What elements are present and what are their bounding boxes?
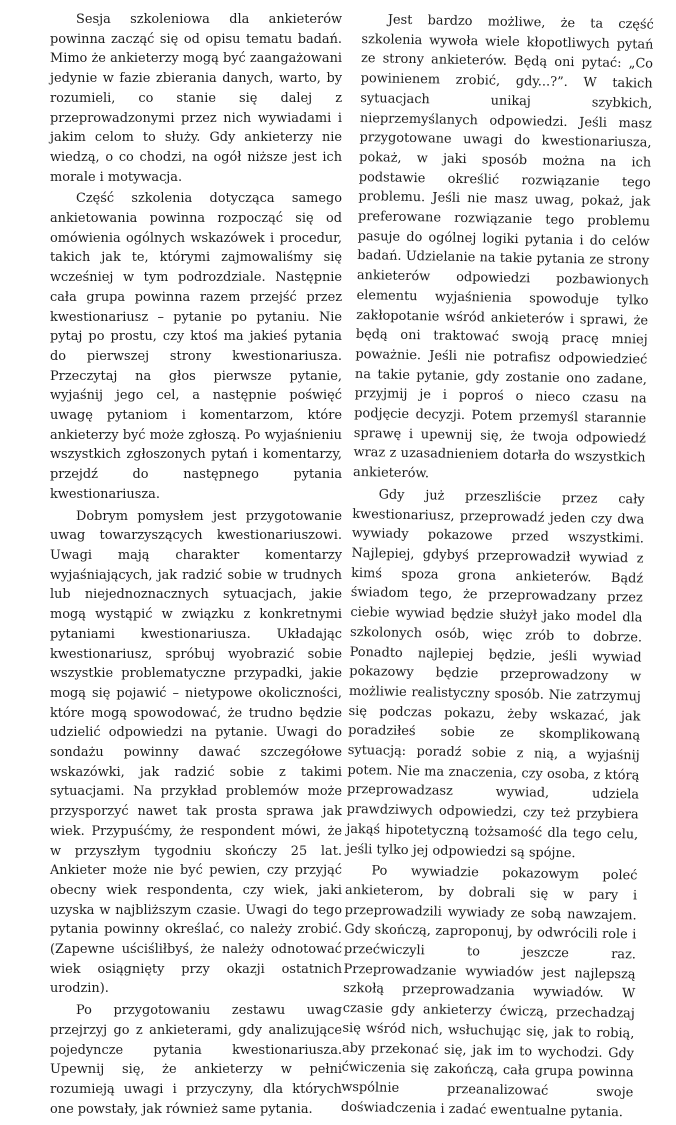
- paragraph: Po wywiadzie pokazowym poleć ankieterom, by dobrali się w pary i przeprowadzili wywiady ze sobą nawzajem. Gdy skończą, zaproponuj, by odwrócili role i przećwiczyli to jeszcze raz. Przeprowadzanie wywiadów jest najlepszą szkołą przeprowadzania wywiadów. W czasie gdy ankieterzy ćwiczą, przechadzaj się wśród nich, wsłuchując się, jak to robią, aby przekonać się, jak im to wychodzi. Gdy ćwiczenia się zakończą, cała grupa powinna wspólnie przeanalizować swoje doświadczenia i zadać ewentualne pytania.: [340, 863, 638, 1120]
- left-text-column: [50, 10, 342, 1121]
- paragraph: Część szkolenia dotycząca samego ankietowania powinna rozpocząć się od omówienia ogólnych wskazówek i procedur, takich jak te, którymi zajmowaliśmy się wcześniej w tym podrozdziale. Następnie cała grupa powinna razem przejść przez kwestionariusz – pytanie po pytaniu. Nie pytaj po prostu, czy ktoś ma jakieś pytania do pierwszej strony kwestionariusza. Przeczytaj na głos pierwsze pytanie, wyjaśnij jego cel, a następnie poświęć uwagę pytaniom i komentarzom, które ankieterzy być może zgłoszą. Po wyjaśnieniu wszystkich zgłoszonych pytań i komentarzy, przejdź do następnego pytania kwestionariusza.: [50, 191, 342, 502]
- paragraph: Jest bardzo możliwe, że ta część szkolenia wywoła wiele kłopotliwych pytań ze strony ankieterów. Będą oni pytać: „Co powinienem zrobić, gdy...?”. W takich sytuacjach unikaj szybkich, nieprzemyślanych odpowiedzi. Jeśli masz przygotowane uwagi do kwestionariusza, pokaż, w jaki sposób można na ich podstawie określić rozwiązanie tego problemu. Jeśli nie masz uwag, pokaż, jak preferowane rozwiązanie tego problemu pasuje do ogólnej logiki pytania i do celów badań. Udzielanie na takie pytania ze strony ankieterów odpowiedzi pozbawionych elementu wyjaśnienia spowoduje tylko zakłopotanie wśród ankieterów i sprawi, że będą oni traktować swoją pracę mniej poważnie. Jeśli nie potrafisz odpowiedzieć na takie pytanie, gdy zostanie ono zadane, przyjmij je i poproś o nieco czasu na podjęcie decyzji. Potem przemyśl starannie sprawę i upewnij się, że twoja odpowiedź wraz z uzasadnieniem dotarła do wszystkich ankieterów.: [352, 12, 654, 482]
- paragraph: Sesja szkoleniowa dla ankieterów powinna zacząć się od opisu tematu badań. Mimo że ankieterzy mogą być zaangażowani jedynie w fazie zbierania danych, warto, by rozumieli, co stanie się dalej z przeprowadzonymi przez nich wywiadami i jakim celom to służy. Gdy ankieterzy nie wiedzą, o co chodzi, na ogół niższe jest ich morale i motywacja.: [50, 12, 342, 185]
- paragraph: Gdy już przeszliście przez cały kwestionariusz, przeprowadź jeden czy dwa wywiady pokazowe przed wszystkimi. Najlepiej, gdybyś przeprowadził wywiad z kimś spoza grona ankieterów. Bądź świadom tego, że przeprowadzany przez ciebie wywiad będzie służył jako model dla szkolonych osób, więc zrób to dobrze. Ponadto najlepiej będzie, jeśli wywiad pokazowy będzie przeprowadzony w możliwie realistyczny sposób. Nie zatrzymuj się podczas pokazu, żeby wskazać, jak poradziłeś sobie ze skomplikowaną sytuacją: poradź sobie z nią, a wyjaśnij potem. Nie ma znaczenia, czy osoba, z którą przeprowadzasz wywiad, udziela prawdziwych odpowiedzi, czy też przybiera jakąś hipotetyczną tożsamość dla tego celu, jeśli tylko jej odpowiedzi są spójne.: [345, 487, 645, 861]
- paragraph: Dobrym pomysłem jest przygotowanie uwag towarzyszących kwestionariuszowi. Uwagi mają charakter komentarzy wyjaśniających, jak radzić sobie w trudnych lub niejednoznacznych sytuacjach, jakie mogą wystąpić w związku z konkretnymi pytaniami kwestionariusza. Układając kwestionariusz, spróbuj wyobrazić sobie wszystkie problematyczne przypadki, jakie mogą się pojawić – nietypowe okoliczności, które mogą spowodować, że trudno będzie udzielić odpowiedzi na pytanie. Uwagi do sondażu powinny dawać szczegółowe wskazówki, jak radzić sobie z takimi sytuacjami. Na przykład problemów może przysporzyć nawet tak prosta sprawa jak wiek. Przypuśćmy, że respondent mówi, że w przyszłym tygodniu skończy 25 lat. Ankieter może nie być pewien, czy przyjąć obecny wiek respondenta, czy wiek, jaki uzyska w najbliższym czasie. Uwagi do tego pytania powinny określać, co należy zrobić. (Zapewne uściśliłbyś, że należy odnotować wiek osiągnięty przy okazji ostatnich urodzin).: [50, 508, 342, 997]
- right-text-column: [341, 10, 654, 1125]
- paragraph: Po przygotowaniu zestawu uwag przejrzyj go z ankieterami, gdy analizujące pojedyncze pytania kwestionariusza. Upewnij się, że ankieterzy w pełni rozumieją uwagi i przyczyny, dla których one powstały, jak również same pytania.: [50, 1003, 342, 1117]
